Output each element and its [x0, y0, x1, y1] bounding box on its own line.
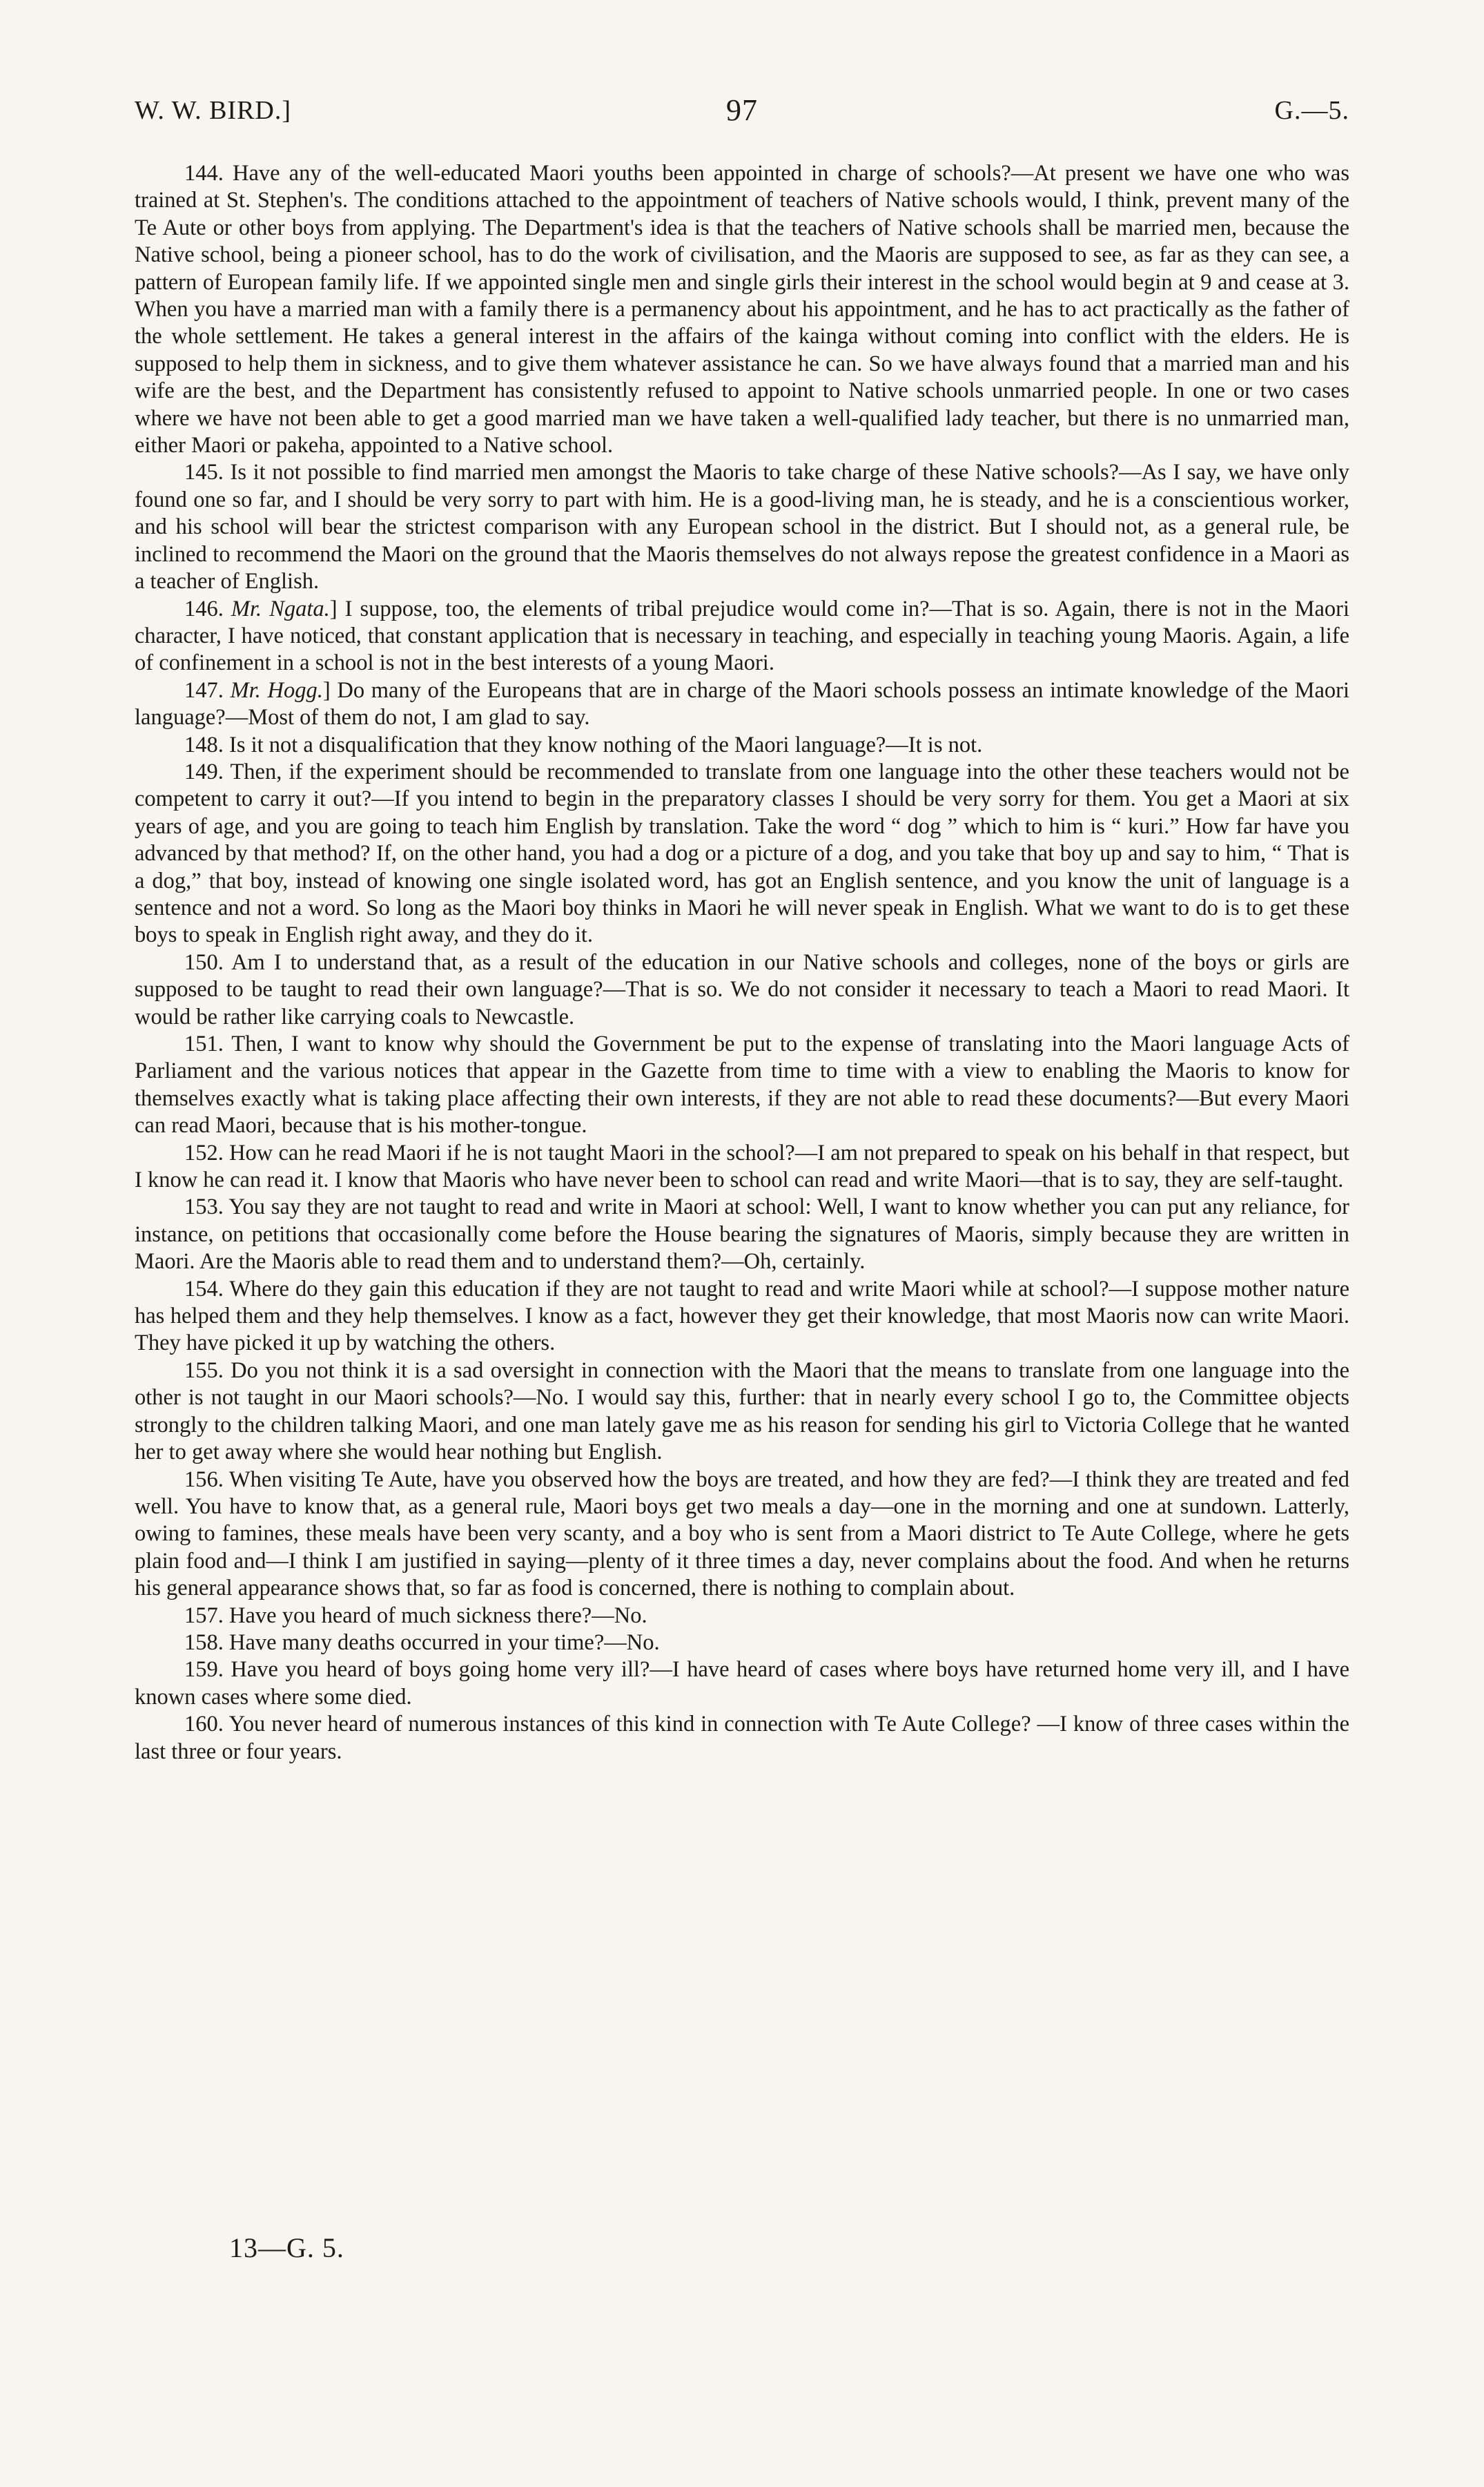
paragraph-145: 145. Is it not possible to find married men amongst the Maoris to take charge of these Native schools?—As I say, we have only found one so far, and I should be very sorry to part with him. He is a good-living man, he is steady, and he is a conscientious worker, and his school will bear the strictest comparison with any European school in the district. But I should not, as a general rule, be inclined to recommend the Maori on the ground that the Maoris themselves do not always repose the greatest confidence in a Maori as a teacher of English. — [135, 460, 1349, 594]
paragraph-160: 160. You never heard of numerous instances of this kind in connection with Te Aute College? —I know of three cases within the last three or four years. — [135, 1712, 1349, 1764]
paragraph-148: 148. Is it not a disqualification that they know nothing of the Maori language?—It is not. — [184, 732, 983, 757]
paragraph-157: 157. Have you heard of much sickness there?—No. — [184, 1603, 647, 1628]
paragraph-149: 149. Then, if the experiment should be recommended to translate from one language into the other these teachers would not be competent to carry it out?—If you intend to begin in the preparatory classes I should be very sorry for them. You get a Maori at six years of age, and you are going to teach him English by translation. Take the word “ dog ” which to him is “ kuri.” How far have you advanced by that method? If, on the other hand, you had a dog or a picture of a dog, and you take that boy up and say to him, “ That is a dog,” that boy, instead of knowing one single isolated word, has got an English sentence, and you know the unit of language is a sentence and not a word. So long as the Maori boy thinks in Maori he will never speak in English. What we want to do is to get these boys to speak in English right away, and they do it. — [135, 759, 1349, 948]
paragraph-144: 144. Have any of the well-educated Maori youths been appointed in charge of schools?—At present we have one who was trained at St. Stephen's. The conditions attached to the appointment of teachers of Native schools would, I think, prevent many of the Te Aute or other boys from applying. The Department's idea is that the teachers of Native schools shall be married men, because the Native school, being a pioneer school, has to do the work of civilisation, and the Maoris are supposed to see, as far as they can see, a pattern of European family life. If we appointed single men and single girls their interest in the school would begin at 9 and cease at 3. When you have a married man with a family there is a permanency about his appointment, and he has to act practically as the father of the whole settlement. He takes a general interest in the affairs of the kainga without coming into conflict with the elders. He is supposed to help them in sickness, and to give them whatever assistance he can. So we have always found that a married man and his wife are the best, and the Department has consistently refused to appoint to Native schools unmarried people. In one or two cases where we have not been able to get a good married man we have taken a well-qualified lady teacher, but there is no unmarried man, either Maori or pakeha, appointed to a Native school. — [135, 161, 1349, 458]
report-code: G.—5. — [1274, 96, 1349, 125]
paragraph-146 — [135, 596, 1349, 677]
paragraph-150: 150. Am I to understand that, as a result of the education in our Native schools and colleges, none of the boys or girls are supposed to be taught to read their own language?—That is so. We do not consider it necessary to teach a Maori to read Maori. It would be rather like carrying coals to Newcastle. — [135, 949, 1349, 1029]
speaker-name: Mr. Ngata. — [231, 596, 330, 621]
speaker-name: Mr. Hogg. — [230, 677, 323, 703]
page-body — [135, 160, 1349, 1765]
page-number: 97 — [726, 93, 758, 127]
page-header — [135, 95, 1349, 137]
signature-mark: 13—G. 5. — [229, 2232, 344, 2263]
question-number: 146. — [184, 596, 231, 621]
paragraph-159: 159. Have you heard of boys going home very ill?—I have heard of cases where boys have returned home very ill, and I have known cases where some died. — [135, 1657, 1349, 1710]
witness-name: W. W. BIRD.] — [135, 96, 292, 125]
paragraph-151: 151. Then, I want to know why should the Government be put to the expense of translating into the Maori language Acts of Parliament and the various notices that appear in the Gazette from time to time with a view to enabling the Maoris to know for themselves exactly what is taking place affecting their own interests, if they are not able to read these documents?—But every Maori can read Maori, because that is his mother-tongue. — [135, 1032, 1349, 1139]
paragraph-158: 158. Have many deaths occurred in your time?—No. — [184, 1629, 660, 1655]
paragraph-text: ] Do many of the Europeans that are in charge of the Maori schools possess an intimate knowledge of the Maori language?—Most of them do not, I am glad to say. — [135, 677, 1350, 730]
paragraph-152: 152. How can he read Maori if he is not taught Maori in the school?—I am not prepared to speak on his behalf in that respect, but I know he can read it. I know that Maoris who have never been to school can read and write Maori—that is to say, they are self-taught. — [135, 1140, 1349, 1193]
paragraph-text: ] I suppose, too, the elements of tribal prejudice would come in?—That is so. Again, there is not in the Maori character, I have noticed, that constant application that is necessary in teaching, and especially in teaching young Maoris. Again, a life of confinement in a school is not in the best interests of a young Maori. — [135, 596, 1349, 676]
paragraph-156: 156. When visiting Te Aute, have you observed how the boys are treated, and how they are fed?—I think they are treated and fed well. You have to know that, as a general rule, Maori boys get two meals a day—one in the morning and one at sundown. Latterly, owing to famines, these meals have been very scanty, and a boy who is sent from a Maori district to Te Aute College, where he gets plain food and—I think I am justified in saying—plenty of it three times a day, never complains about the food. And when he returns his general appearance shows that, so far as food is concerned, there is nothing to complain about. — [135, 1467, 1349, 1601]
paragraph-155: 155. Do you not think it is a sad oversight in connection with the Maori that the means to translate from one language into the other is not taught in our Maori schools?—No. I would say this, further: that in nearly every school I go to, the Committee objects strongly to the children talking Maori, and one man lately gave me as his reason for sending his girl to Victoria College that he wanted her to get away where she would hear nothing but English. — [135, 1357, 1349, 1465]
paragraph-147 — [135, 677, 1349, 732]
paragraph-154: 154. Where do they gain this education if they are not taught to read and write Maori while at school?—I suppose mother nature has helped them and they help themselves. I know as a fact, however they get their knowledge, that most Maoris now can write Maori. They have picked it up by watching the others. — [135, 1276, 1349, 1356]
paragraph-153: 153. You say they are not taught to read and write in Maori at school: Well, I want to know whether you can put any reliance, for instance, on petitions that occasionally come before the House bearing the signatures of Maoris, simply because they are written in Maori. Are the Maoris able to read them and to understand them?—Oh, certainly. — [135, 1194, 1349, 1275]
question-number: 147. — [184, 677, 231, 703]
